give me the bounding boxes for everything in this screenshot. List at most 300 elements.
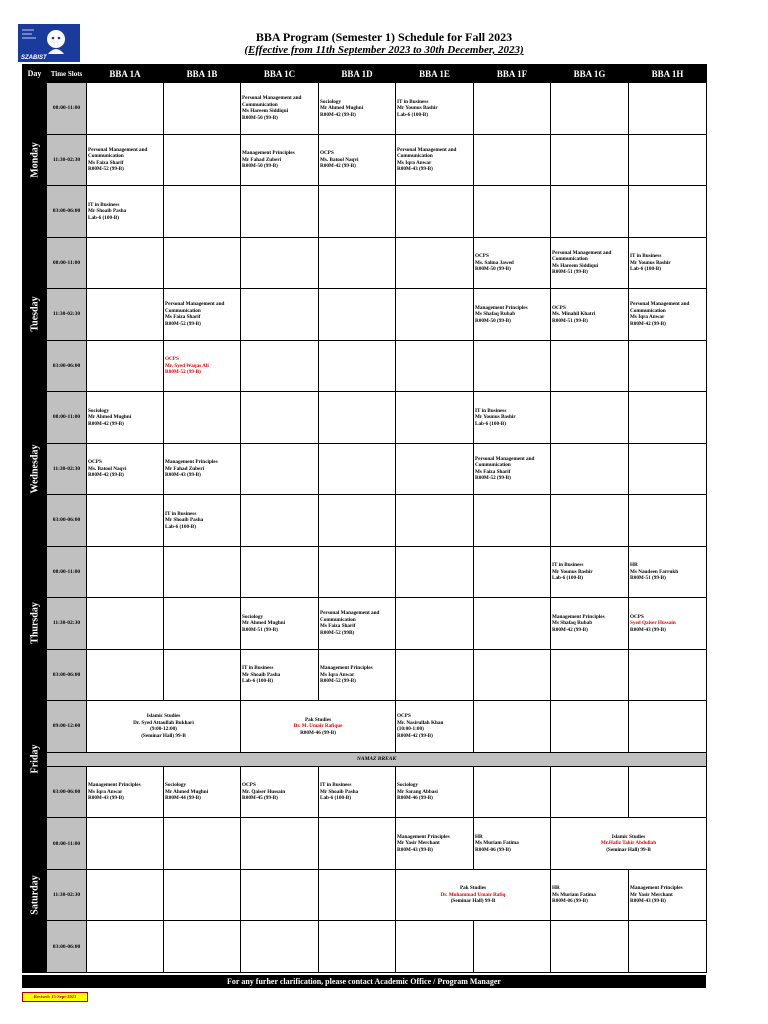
class-detail: Mr Shoaib Pasha xyxy=(165,517,204,524)
class-detail: R00M-50 (99-B) xyxy=(475,266,511,273)
table-row xyxy=(23,649,707,701)
class-detail: (Seminar Hall) 99-B xyxy=(141,732,186,739)
class-cell xyxy=(551,869,629,921)
class-cell xyxy=(396,766,474,818)
empty-cell xyxy=(474,766,551,818)
course-name: Pak Studies xyxy=(459,885,487,892)
class-detail: Mr. Nasirullah Khan xyxy=(397,719,444,726)
class-cell xyxy=(474,818,551,870)
empty-cell xyxy=(319,495,396,547)
day-label-cell xyxy=(23,83,47,238)
empty-cell xyxy=(474,921,551,973)
day-label-cell xyxy=(23,237,47,392)
class-cell xyxy=(319,649,396,701)
empty-cell xyxy=(629,186,707,238)
empty-cell xyxy=(629,921,707,973)
empty-cell xyxy=(629,701,707,753)
empty-cell xyxy=(319,186,396,238)
table-row xyxy=(23,340,707,392)
empty-cell xyxy=(396,546,474,598)
empty-cell xyxy=(474,701,551,753)
empty-cell xyxy=(164,237,241,289)
course-name: Management Principles xyxy=(165,459,218,466)
class-detail: R00M-42 (99-B) xyxy=(88,420,124,427)
empty-cell xyxy=(241,818,319,870)
empty-cell xyxy=(319,921,396,973)
class-cell xyxy=(164,443,241,495)
course-name: Islamic Studies xyxy=(146,713,181,720)
class-detail: Ms Iqra Anwar xyxy=(397,159,432,166)
class-detail: R00M-42 (99-B) xyxy=(88,472,124,479)
empty-cell xyxy=(319,289,396,341)
course-name: Management Principles xyxy=(552,613,605,620)
class-detail: Mr. Syed Waqas Ali xyxy=(165,362,209,369)
class-detail: R00M-44 (99-B) xyxy=(165,795,201,802)
class-detail: Lab-6 (100-B) xyxy=(320,795,351,802)
class-cell xyxy=(629,598,707,650)
course-name: OCPS xyxy=(552,304,566,311)
class-detail: Mr Younus Bashir xyxy=(397,105,438,111)
empty-cell xyxy=(551,340,629,392)
class-detail: Dr. M. Umair Rafique xyxy=(293,723,343,730)
col-header-time-slots: Time Slots xyxy=(47,65,87,83)
empty-cell xyxy=(241,186,319,238)
empty-cell xyxy=(629,83,707,135)
empty-cell xyxy=(164,921,241,973)
time-slot: 11:30-02:30 xyxy=(47,443,87,495)
schedule-table xyxy=(22,64,707,973)
class-detail: Dr. Syed Attaullah Bukhari xyxy=(133,719,194,726)
time-slot: 08:00-11:00 xyxy=(47,546,87,598)
empty-cell xyxy=(396,237,474,289)
empty-cell xyxy=(474,598,551,650)
course-name: Personal Management and Communication xyxy=(88,146,148,160)
course-name: Management Principles xyxy=(397,833,450,840)
time-slot: 03:00-06:00 xyxy=(47,649,87,701)
empty-cell xyxy=(87,818,164,870)
empty-cell xyxy=(396,598,474,650)
class-detail: Mr Shoaib Pasha xyxy=(242,671,281,678)
class-cell xyxy=(319,598,396,650)
empty-cell xyxy=(241,340,319,392)
schedule-body xyxy=(23,83,707,973)
empty-cell xyxy=(396,921,474,973)
class-cell xyxy=(241,83,319,135)
empty-cell xyxy=(241,921,319,973)
footer-note: For any furher clarification, please contact Academic Office / Program Manager xyxy=(22,975,706,988)
class-detail: Ms Shafaq Rubab xyxy=(552,620,593,627)
empty-cell xyxy=(551,921,629,973)
empty-cell xyxy=(241,495,319,547)
empty-cell xyxy=(241,289,319,341)
col-header-bba-1d: BBA 1D xyxy=(319,65,396,83)
day-label: Thursday xyxy=(29,602,40,645)
course-name: Personal Management and Communication xyxy=(475,455,535,469)
empty-cell xyxy=(474,649,551,701)
course-name: Personal Management and Communication xyxy=(242,95,302,108)
empty-cell xyxy=(551,495,629,547)
time-slot: 03:00-06:00 xyxy=(47,495,87,547)
class-detail: R00M-52 (99-B) xyxy=(88,166,124,173)
empty-cell xyxy=(87,237,164,289)
class-cell xyxy=(319,134,396,186)
course-name: Personal Management and Communication xyxy=(397,146,457,160)
time-slot: 11:30-02:30 xyxy=(47,869,87,921)
class-detail: Mr.Hafiz Tahir Abdullah xyxy=(600,840,657,847)
class-detail: Mr Ahmed Mughni xyxy=(165,788,209,795)
class-cell xyxy=(629,546,707,598)
table-row xyxy=(23,392,707,444)
class-cell xyxy=(396,818,474,870)
page-title: BBA Program (Semester 1) Schedule for Fall 2023 xyxy=(255,30,513,44)
class-cell xyxy=(396,701,474,753)
empty-cell xyxy=(551,186,629,238)
class-detail: R00M-51 (99-B) xyxy=(552,269,588,276)
course-name: Sociology xyxy=(88,407,110,414)
class-detail: Mr Fahad Zuberi xyxy=(165,465,205,472)
course-name: IT in Business xyxy=(397,98,429,105)
course-name: OCPS xyxy=(88,459,102,466)
class-detail: R00M-51 (99-B) xyxy=(552,317,588,324)
empty-cell xyxy=(87,869,164,921)
course-name: HR xyxy=(475,833,483,840)
class-detail: R00M-42 (99-B) xyxy=(630,320,666,327)
empty-cell xyxy=(474,83,551,135)
col-header-bba-1f: BBA 1F xyxy=(474,65,551,83)
table-row xyxy=(23,443,707,495)
course-name: IT in Business xyxy=(630,253,662,260)
empty-cell xyxy=(164,869,241,921)
class-detail: Ms Shafaq Rubab xyxy=(475,311,516,318)
course-name: Sociology xyxy=(165,782,187,789)
class-detail: R00M-52 (99-B) xyxy=(165,369,201,376)
day-label: Saturday xyxy=(29,875,40,915)
class-detail: Lab-6 (100-B) xyxy=(165,523,196,530)
break-row xyxy=(23,752,707,766)
class-detail: Ms Faiza Sharif xyxy=(165,314,201,321)
empty-cell xyxy=(87,546,164,598)
empty-cell xyxy=(474,546,551,598)
course-name: Pak Studies xyxy=(304,716,332,723)
empty-cell xyxy=(87,340,164,392)
empty-cell xyxy=(87,598,164,650)
class-cell xyxy=(629,869,707,921)
class-cell xyxy=(164,340,241,392)
class-cell xyxy=(319,83,396,135)
time-slot: 03:00-06:00 xyxy=(47,921,87,973)
class-cell xyxy=(629,237,707,289)
class-detail: Lab-6 (100-B) xyxy=(552,575,583,582)
empty-cell xyxy=(319,818,396,870)
class-cell xyxy=(87,443,164,495)
time-slot: 08:00-11:00 xyxy=(47,392,87,444)
table-row xyxy=(23,701,707,753)
day-label: Tuesday xyxy=(29,296,40,332)
day-label: Wednesday xyxy=(29,444,40,494)
class-cell xyxy=(87,701,241,753)
empty-cell xyxy=(551,766,629,818)
empty-cell xyxy=(164,818,241,870)
class-detail: R00M-52 (99-B) xyxy=(320,678,356,685)
class-detail: R00M-42 (99-B) xyxy=(320,111,356,118)
class-detail: Mr. Qaiser Hussain xyxy=(242,788,286,795)
class-cell xyxy=(474,289,551,341)
empty-cell xyxy=(319,869,396,921)
course-name: IT in Business xyxy=(552,562,584,569)
class-detail: Mr Shoaib Pasha xyxy=(320,788,359,795)
empty-cell xyxy=(629,766,707,818)
empty-cell xyxy=(87,921,164,973)
course-name: Personal Management and Communication xyxy=(630,301,690,314)
empty-cell xyxy=(164,546,241,598)
class-detail: Lab-6 (100-B) xyxy=(630,266,661,273)
class-detail: Ms Muriam Fatima xyxy=(552,891,596,898)
course-name: Management Principles xyxy=(475,304,528,311)
course-name: Sociology xyxy=(320,98,342,105)
class-detail: R00M-52 (99-B) xyxy=(165,320,201,327)
empty-cell xyxy=(629,340,707,392)
empty-cell xyxy=(241,546,319,598)
revised-badge: Revised: 15-Sept-2023 xyxy=(22,992,88,1002)
class-cell xyxy=(164,766,241,818)
empty-cell xyxy=(164,186,241,238)
table-row xyxy=(23,134,707,186)
empty-cell xyxy=(241,237,319,289)
class-detail: (10:00-1:00) xyxy=(397,726,424,733)
class-cell xyxy=(241,598,319,650)
course-name: OCPS xyxy=(630,613,644,620)
class-detail: Mr Yasir Merchant xyxy=(397,840,440,847)
course-name: Sociology xyxy=(242,613,264,620)
class-detail: R00M-50 (99-B) xyxy=(475,317,511,324)
empty-cell xyxy=(319,546,396,598)
empty-cell xyxy=(396,186,474,238)
table-row xyxy=(23,289,707,341)
course-name: Management Principles xyxy=(630,885,683,892)
class-detail: R00M-46 (99-B) xyxy=(300,729,336,736)
class-cell xyxy=(241,649,319,701)
class-detail: Ms. Batool Naqvi xyxy=(320,156,359,163)
empty-cell xyxy=(87,495,164,547)
time-slot: 08:00-11:00 xyxy=(47,83,87,135)
time-slot: 03:00-06:00 xyxy=(47,186,87,238)
course-name: IT in Business xyxy=(88,201,120,208)
empty-cell xyxy=(396,340,474,392)
class-cell xyxy=(396,134,474,186)
course-name: Islamic Studies xyxy=(611,833,646,840)
class-cell xyxy=(396,869,551,921)
class-cell xyxy=(396,83,474,135)
empty-cell xyxy=(319,392,396,444)
empty-cell xyxy=(551,443,629,495)
class-detail: R00M-46 (99-B) xyxy=(397,795,433,802)
class-detail: Mr Younus Bashir xyxy=(552,568,593,575)
table-row xyxy=(23,186,707,238)
class-cell xyxy=(241,701,396,753)
class-detail: Mr Shoaib Pasha xyxy=(88,208,127,215)
class-detail: Dr. Muhammad Umair Rafiq xyxy=(440,891,506,898)
class-detail: Ms Naudeen Farrukh xyxy=(630,568,679,575)
class-detail: Ms. Minahil Khatri xyxy=(552,311,596,318)
course-name: OCPS xyxy=(320,150,334,157)
class-detail: R00M-06 (99-B) xyxy=(552,898,588,905)
namaz-break-label: NAMAZ BREAK xyxy=(47,752,707,766)
class-cell xyxy=(629,289,707,341)
time-slot: 03:00-06:00 xyxy=(47,340,87,392)
class-detail: R00M-42 (99-B) xyxy=(397,732,433,739)
empty-cell xyxy=(551,392,629,444)
class-cell xyxy=(87,134,164,186)
class-detail: Ms Iqra Anwar xyxy=(88,788,123,795)
class-detail: (Seminar Hall) 99-B xyxy=(450,898,496,905)
class-detail: R00M-43 (99-B) xyxy=(630,626,666,633)
class-detail: Mr Fahad Zuberi xyxy=(242,156,282,163)
course-name: Management Principles xyxy=(320,665,373,672)
course-name: Personal Management and Communication xyxy=(320,610,380,623)
empty-cell xyxy=(396,649,474,701)
class-detail: Syed Qaiser Hussain xyxy=(630,620,676,627)
empty-cell xyxy=(164,649,241,701)
class-detail: (Seminar Hall) 99-B xyxy=(606,846,651,853)
empty-cell xyxy=(474,134,551,186)
day-label: Friday xyxy=(29,744,40,774)
class-detail: R00M-51 (99-B) xyxy=(630,575,666,582)
empty-cell xyxy=(629,392,707,444)
course-name: Sociology xyxy=(397,782,419,789)
class-detail: Ms Hareem Siddiqui xyxy=(552,262,599,269)
table-row xyxy=(23,818,707,870)
col-header-bba-1h: BBA 1H xyxy=(629,65,707,83)
empty-cell xyxy=(241,392,319,444)
logo-text: SZABIST xyxy=(21,55,47,61)
class-detail: Mr Sarang Abbasi xyxy=(397,788,438,795)
empty-cell xyxy=(396,392,474,444)
table-row xyxy=(23,546,707,598)
day-label-cell xyxy=(23,818,47,973)
empty-cell xyxy=(164,134,241,186)
class-detail: Ms Muriam Fatima xyxy=(475,840,519,847)
empty-cell xyxy=(629,134,707,186)
class-detail: Ms Faiza Sharif xyxy=(88,159,124,166)
course-name: HR xyxy=(552,885,560,892)
col-header-bba-1c: BBA 1C xyxy=(241,65,319,83)
class-cell xyxy=(551,237,629,289)
class-cell xyxy=(474,443,551,495)
time-slot: 11:30-02:30 xyxy=(47,598,87,650)
course-name: Management Principles xyxy=(88,782,141,789)
time-slot: 03:00-06:00 xyxy=(47,766,87,818)
class-detail: Lab-6 (100-B) xyxy=(242,678,273,685)
class-cell xyxy=(87,766,164,818)
empty-cell xyxy=(629,443,707,495)
day-label-cell xyxy=(23,701,47,818)
empty-cell xyxy=(241,869,319,921)
col-header-bba-1g: BBA 1G xyxy=(551,65,629,83)
class-detail: Mr Younus Bashir xyxy=(475,414,516,421)
table-row xyxy=(23,598,707,650)
empty-cell xyxy=(164,392,241,444)
class-detail: Lab-6 (100-B) xyxy=(475,420,506,427)
class-detail: R00M-50 (99-B) xyxy=(242,114,278,121)
col-header-bba-1b: BBA 1B xyxy=(164,65,241,83)
class-detail: Lab-6 (100-B) xyxy=(397,111,428,118)
empty-cell xyxy=(474,340,551,392)
class-cell xyxy=(164,495,241,547)
class-detail: Ms Iqra Anwar xyxy=(630,314,665,321)
class-detail: R00M-06 (99-B) xyxy=(475,846,511,853)
empty-cell xyxy=(551,649,629,701)
class-detail: R00M-43 (99-B) xyxy=(397,166,433,173)
day-label: Monday xyxy=(29,141,40,178)
class-detail: Ms Iqra Anwar xyxy=(320,671,355,678)
class-cell xyxy=(474,392,551,444)
empty-cell xyxy=(629,649,707,701)
course-name: Personal Management and Communication xyxy=(165,301,225,314)
empty-cell xyxy=(551,701,629,753)
table-row xyxy=(23,495,707,547)
class-cell xyxy=(551,598,629,650)
empty-cell xyxy=(319,443,396,495)
day-label-cell xyxy=(23,546,47,701)
empty-cell xyxy=(319,237,396,289)
time-slot: 09:00-12:00 xyxy=(47,701,87,753)
class-detail: Mr Younus Bashir xyxy=(630,259,671,266)
empty-cell xyxy=(629,495,707,547)
empty-cell xyxy=(396,443,474,495)
header-row xyxy=(23,65,707,83)
class-detail: Ms. Salma Jawed xyxy=(475,259,514,266)
class-detail: Mr Yasir Merchant xyxy=(630,891,673,898)
class-cell xyxy=(319,766,396,818)
class-detail: R00M-52 (99-B) xyxy=(475,475,511,482)
empty-cell xyxy=(396,289,474,341)
class-detail: R00M-42 (99-B) xyxy=(320,163,356,170)
class-cell xyxy=(164,289,241,341)
table-row xyxy=(23,83,707,135)
class-detail: R00M-45 (99-B) xyxy=(242,795,278,802)
class-detail: R00M-50 (99-B) xyxy=(242,163,278,170)
course-name: OCPS xyxy=(397,713,411,720)
class-detail: R00M-43 (99-B) xyxy=(397,846,433,853)
course-name: OCPS xyxy=(165,356,179,363)
class-detail: Ms. Batool Naqvi xyxy=(88,465,127,472)
time-slot: 08:00-11:00 xyxy=(47,818,87,870)
empty-cell xyxy=(164,598,241,650)
class-cell xyxy=(87,392,164,444)
class-detail: Ms Faiza Sharif xyxy=(320,623,356,630)
day-label-cell xyxy=(23,392,47,547)
course-name: IT in Business xyxy=(165,510,197,517)
empty-cell xyxy=(551,83,629,135)
class-detail: R00M-51 (99-B) xyxy=(242,626,278,633)
class-cell xyxy=(551,289,629,341)
empty-cell xyxy=(87,289,164,341)
class-cell xyxy=(474,237,551,289)
class-detail: R00M-52 (99B) xyxy=(320,629,355,636)
class-detail: Ms Hareem Siddiqui xyxy=(242,108,289,115)
course-name: OCPS xyxy=(242,782,256,789)
empty-cell xyxy=(241,443,319,495)
class-cell xyxy=(551,546,629,598)
col-header-bba-1a: BBA 1A xyxy=(87,65,164,83)
empty-cell xyxy=(396,495,474,547)
course-name: HR xyxy=(630,562,638,569)
class-cell xyxy=(551,818,707,870)
course-name: IT in Business xyxy=(242,665,274,672)
empty-cell xyxy=(474,186,551,238)
col-header-day: Day xyxy=(23,65,47,83)
table-row xyxy=(23,869,707,921)
